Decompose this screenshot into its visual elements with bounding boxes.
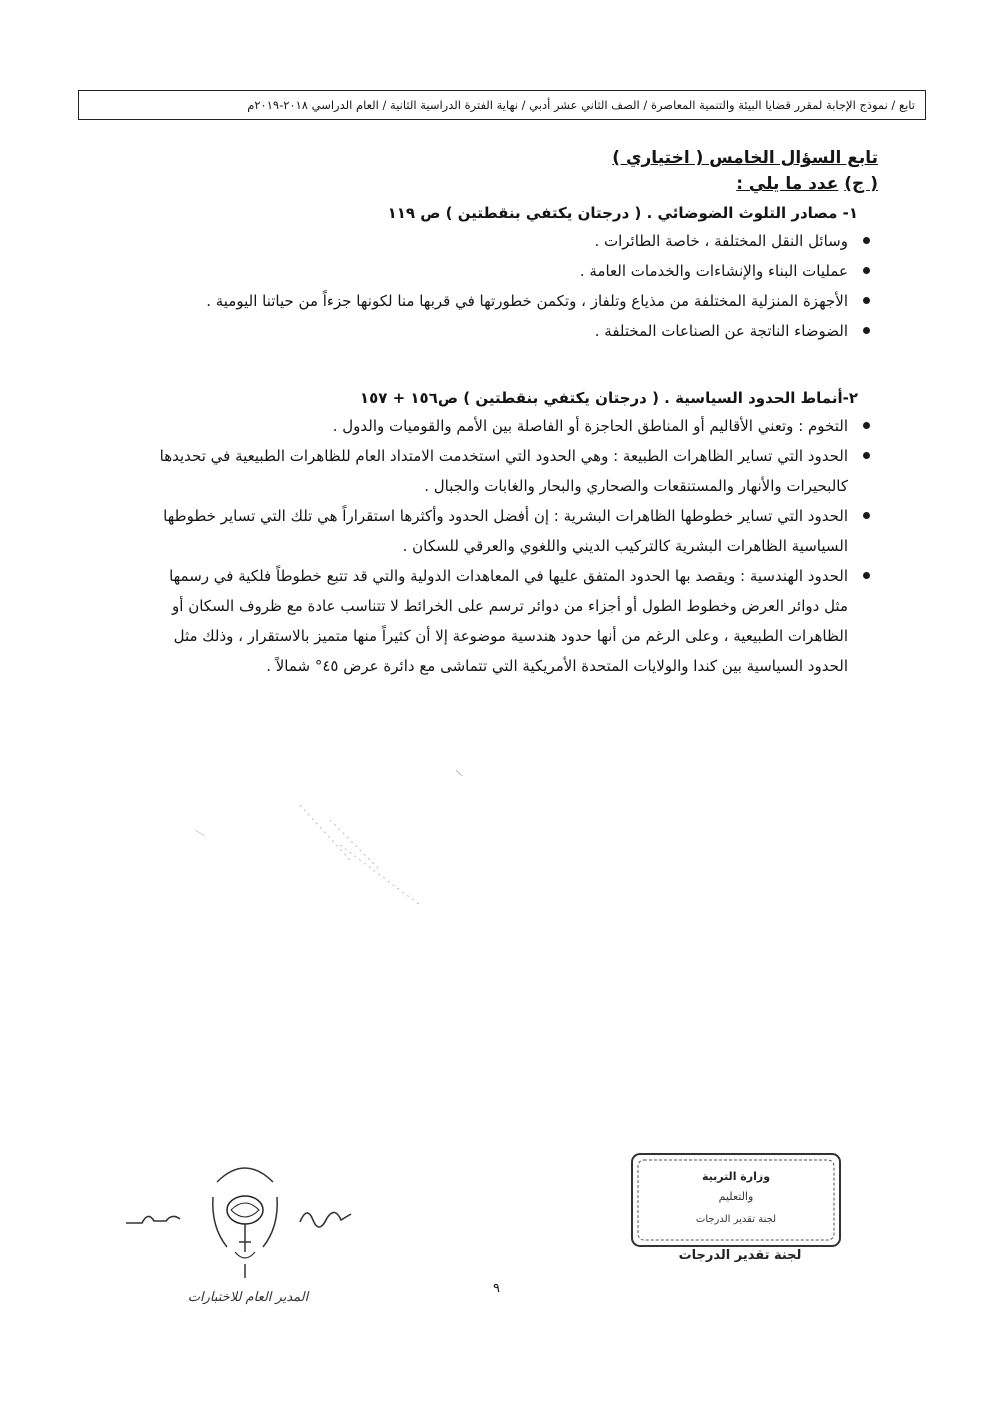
list-item-text: الحدود التي تساير الظاهرات الطبيعة : وهي الحدود التي استخدمت الامتداد العام للظاهرات الطبيعية في تحديدها كالبحيرات والأنهار والمستنقعات والصحاري والبحار والغابات والجبال . [159,447,848,495]
header-box: تابع / نموذج الإجابة لمقرر قضايا البيئة والتنمية المعاصرة / الصف الثاني عشر أدبي / نهاية الفترة الدراسية الثانية / العام الدراسي ٢٠١٨-٢٠١٩م [78,90,926,120]
list-item [150,561,848,681]
part-label: ( ج) [844,174,878,194]
signature-caption: المدير العام للاختبارات [187,1290,309,1305]
list-item-text: الحدود الهندسية : ويقصد بها الحدود المتفق عليها في المعاهدات الدولية والتي قد تتبع خطوطاً فلكية في رسمها مثل دوائر العرض وخطوط الطول أو أجزاء من دوائر ترسم على الخرائط لا تتناسب عادة مع ظروف السكان أو الظاهرات الطبيعية ، وعلى الرغم من أنها حدود هندسية موضوعة إلا أن كثيراً منها متميز بالاستقرار ، وذلك مثل الحدود السياسية بين كندا والولايات المتحدة الأمريكية التي تتماشى مع دائرة عرض ٤٥° شمالاً . [169,567,848,675]
section-2-grading: ( درجتان يكتفي بنقطتين ) ص١٥٦ + ١٥٧ [359,389,659,407]
section-2-title: ٢-أنماط الحدود السياسية . [664,389,858,407]
section-1-grading: ( درجتان يكتفي بنقطتين ) ص ١١٩ [387,204,642,222]
list-item-text: الضوضاء الناتجة عن الصناعات المختلفة . [594,322,848,340]
list-item [150,286,848,316]
list-item [150,441,848,501]
stamp-line-3: لجنة تقدير الدرجات [695,1214,777,1225]
stamp-caption: لجنة تقدير الدرجات [678,1248,802,1263]
part-heading [150,171,878,197]
bullet-icon [863,267,870,274]
list-item-text: التخوم : وتعني الأقاليم أو المناطق الحاجزة أو الفاصلة بين الأمم والقوميات والدول . [332,417,848,435]
list-item [150,226,848,256]
stamp-line-2: والتعليم [718,1190,754,1203]
question-title: تابع السؤال الخامس ( اختياري ) [612,148,878,168]
part-text: عدد ما يلي : [736,174,839,194]
list-item-text: الحدود التي تساير خطوطها الظاهرات البشرية : إن أفضل الحدود وأكثرها استقراراً هي تلك التي تساير خطوطها السياسية الظاهرات البشرية كالتركيب الديني واللغوي والعرقي للسكان . [163,507,848,555]
signature-left-icon [122,1205,184,1231]
ministry-emblem-icon [205,1152,285,1280]
list-item [150,316,848,346]
answer-content [150,145,878,681]
bullet-icon [863,297,870,304]
bullet-icon [863,452,870,459]
section-1-title: ١- مصادر التلوث الضوضائي . [646,204,858,222]
bullet-icon [863,327,870,334]
bullet-icon [863,422,870,429]
list-item-text: وسائل النقل المختلفة ، خاصة الطائرات . [594,232,848,250]
section-1-list [150,226,878,346]
section-2-list [150,411,878,681]
section-1-heading [150,201,878,226]
signature-right-icon [295,1200,355,1230]
section-2-heading [150,386,878,411]
page-number: ٩ [493,1281,500,1296]
list-item [150,256,848,286]
bullet-icon [863,572,870,579]
list-item [150,411,848,441]
list-item-text: عمليات البناء والإنشاءات والخدمات العامة . [579,262,848,280]
bullet-icon [863,512,870,519]
bullet-icon [863,237,870,244]
list-item-text: الأجهزة المنزلية المختلفة من مذياع وتلفاز ، وتكمن خطورتها في قربها منا لكونها جزءاً من حياتنا اليومية . [206,292,848,310]
stamp-line-1: وزارة التربية [701,1170,771,1183]
list-item [150,501,848,561]
